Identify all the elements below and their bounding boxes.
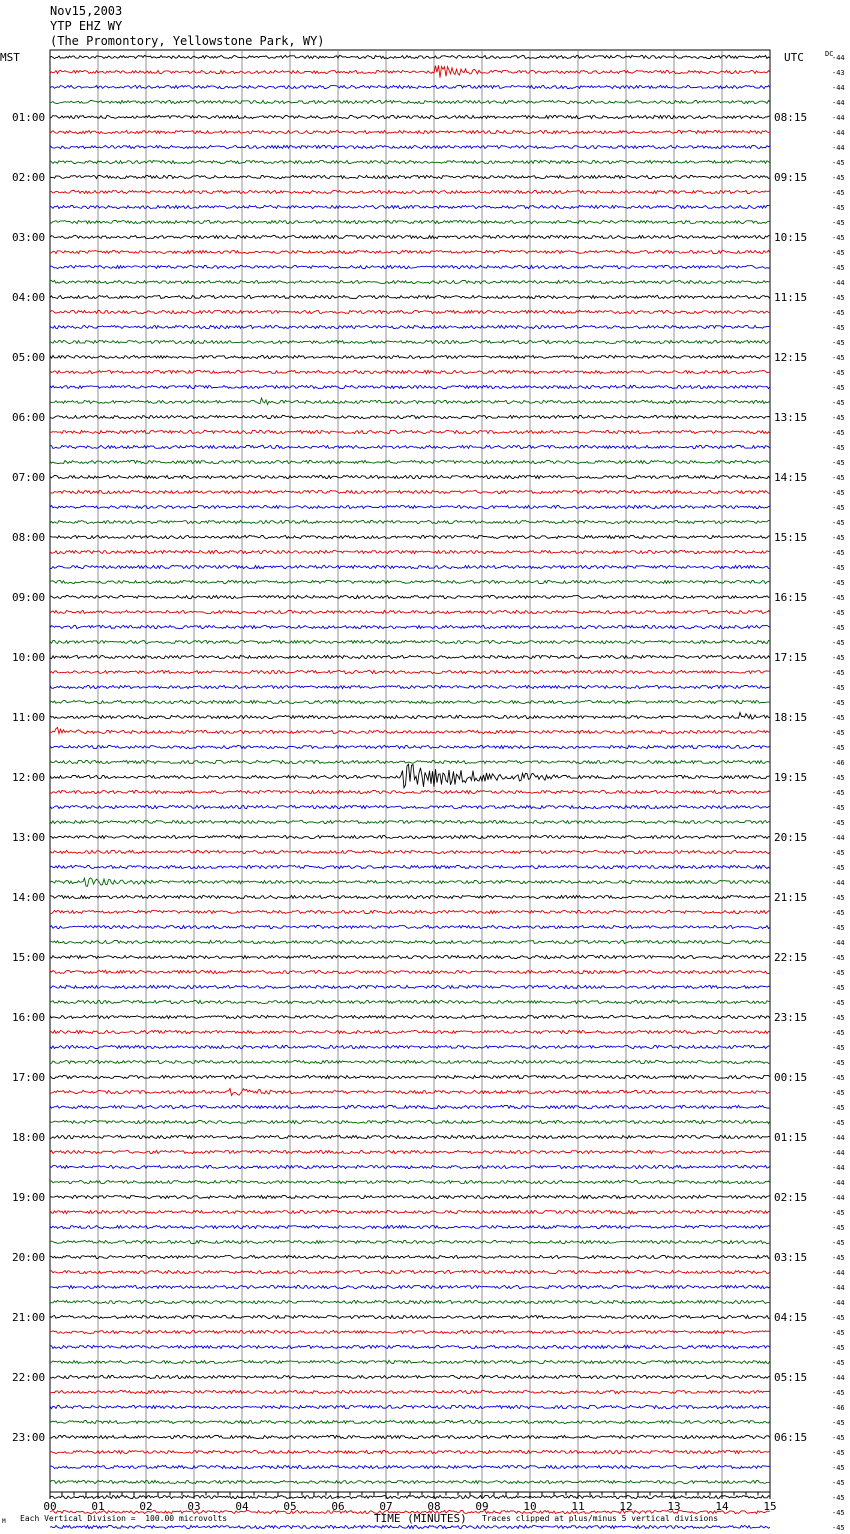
right-hour-label: 04:15 bbox=[774, 1311, 808, 1324]
dc-offset-label: -45 bbox=[832, 909, 845, 917]
trace-rows bbox=[50, 55, 770, 1534]
dc-offset-label: -45 bbox=[832, 534, 845, 542]
x-tick-label: 08 bbox=[427, 1500, 441, 1513]
trace-row bbox=[50, 1150, 770, 1153]
dc-offset-label: -45 bbox=[832, 744, 845, 752]
left-hour-label: 16:00 bbox=[12, 1011, 46, 1024]
dc-offset-label: -45 bbox=[832, 774, 845, 782]
dc-offset-label: -45 bbox=[832, 954, 845, 962]
trace-row bbox=[50, 1435, 770, 1438]
trace-row bbox=[50, 310, 770, 313]
x-tick-label: 15 bbox=[763, 1500, 777, 1513]
dc-offset-label: -45 bbox=[832, 369, 845, 377]
trace-row bbox=[50, 1285, 770, 1288]
dc-offset-label: -44 bbox=[832, 144, 845, 152]
dc-offset-label: -45 bbox=[832, 624, 845, 632]
dc-offset-label: -45 bbox=[832, 159, 845, 167]
dc-offset-label: -45 bbox=[832, 1344, 845, 1352]
trace-row bbox=[50, 1480, 770, 1483]
dc-offset-label: -45 bbox=[832, 264, 845, 272]
dc-offset-label: -45 bbox=[832, 1329, 845, 1337]
dc-offset-label: -45 bbox=[832, 1494, 845, 1502]
dc-offset-label: -45 bbox=[832, 669, 845, 677]
dc-offset-label: -45 bbox=[832, 504, 845, 512]
dc-offset-label: -45 bbox=[832, 579, 845, 587]
dc-offset-label: -45 bbox=[832, 474, 845, 482]
trace-row bbox=[50, 1405, 770, 1408]
dc-offset-label: -45 bbox=[832, 699, 845, 707]
dc-offset-label: -45 bbox=[832, 1314, 845, 1322]
dc-offset-label: -45 bbox=[832, 999, 845, 1007]
trace-row bbox=[50, 940, 770, 943]
dc-offset-label: -45 bbox=[832, 1044, 845, 1052]
dc-offset-label: -44 bbox=[832, 84, 845, 92]
x-tick-label: 06 bbox=[331, 1500, 345, 1513]
trace-row bbox=[50, 295, 770, 298]
trace-row bbox=[50, 1030, 770, 1033]
trace-row bbox=[50, 700, 770, 703]
dc-offset-label: -45 bbox=[832, 789, 845, 797]
trace-row bbox=[50, 1255, 770, 1258]
right-hour-label: 23:15 bbox=[774, 1011, 808, 1024]
dc-offset-label: -45 bbox=[832, 174, 845, 182]
right-timezone-label: UTC bbox=[784, 51, 804, 64]
right-hour-label: 19:15 bbox=[774, 771, 808, 784]
trace-row bbox=[50, 1045, 770, 1048]
trace-row bbox=[50, 1270, 770, 1273]
trace-row bbox=[50, 970, 770, 973]
dc-offset-label: -45 bbox=[832, 1389, 845, 1397]
left-hour-label: 01:00 bbox=[12, 111, 46, 124]
dc-offset-label: -44 bbox=[832, 939, 845, 947]
trace-row bbox=[50, 490, 770, 493]
trace-row bbox=[50, 1210, 770, 1213]
trace-row bbox=[50, 55, 770, 58]
header-date: Nov15,2003 bbox=[50, 4, 123, 18]
trace-row bbox=[50, 475, 770, 478]
trace-row bbox=[50, 760, 770, 763]
trace-row bbox=[50, 460, 770, 463]
x-tick-label: 12 bbox=[619, 1500, 633, 1513]
dc-offset-label: -45 bbox=[832, 384, 845, 392]
trace-row bbox=[50, 235, 770, 238]
trace-row bbox=[50, 1075, 770, 1078]
dc-offset-label: -44 bbox=[832, 114, 845, 122]
dc-offset-label: -43 bbox=[832, 69, 845, 77]
left-hour-label: 23:00 bbox=[12, 1431, 46, 1444]
right-hour-label: 00:15 bbox=[774, 1071, 808, 1084]
trace-row bbox=[50, 190, 770, 193]
x-tick-label: 02 bbox=[139, 1500, 153, 1513]
dc-offset-label: -45 bbox=[832, 1254, 845, 1262]
trace-row bbox=[50, 565, 770, 568]
right-hour-label: 10:15 bbox=[774, 231, 808, 244]
trace-row bbox=[50, 713, 770, 720]
right-hour-label: 14:15 bbox=[774, 471, 808, 484]
dc-offset-label: -45 bbox=[832, 1419, 845, 1427]
trace-row bbox=[50, 1360, 770, 1363]
dc-offset-label: -45 bbox=[832, 969, 845, 977]
dc-offset-label: -44 bbox=[832, 99, 845, 107]
dc-offset-label: -44 bbox=[832, 834, 845, 842]
trace-row bbox=[50, 1165, 770, 1168]
trace-row bbox=[50, 1390, 770, 1393]
trace-row bbox=[50, 340, 770, 343]
dc-offset-label: -44 bbox=[832, 54, 845, 62]
trace-row bbox=[50, 1465, 770, 1468]
trace-row bbox=[50, 1315, 770, 1318]
trace-row bbox=[50, 1015, 770, 1018]
left-hour-label: 22:00 bbox=[12, 1371, 46, 1384]
axis-labels bbox=[0, 50, 845, 1534]
right-hour-label: 09:15 bbox=[774, 171, 808, 184]
dc-offset-label: -45 bbox=[832, 1029, 845, 1037]
dc-offset-label: -45 bbox=[832, 1209, 845, 1217]
left-hour-label: 17:00 bbox=[12, 1071, 46, 1084]
trace-row bbox=[50, 865, 770, 868]
dc-offset-label: -45 bbox=[832, 924, 845, 932]
left-hour-label: 18:00 bbox=[12, 1131, 46, 1144]
dc-offset-label: -45 bbox=[832, 1239, 845, 1247]
trace-row bbox=[50, 790, 770, 793]
trace-row bbox=[50, 355, 770, 358]
dc-offset-label: -45 bbox=[832, 294, 845, 302]
trace-row bbox=[50, 130, 770, 133]
dc-offset-label: -44 bbox=[832, 1299, 845, 1307]
dc-offset-label: -45 bbox=[832, 444, 845, 452]
right-hour-label: 17:15 bbox=[774, 651, 808, 664]
dc-offset-label: -45 bbox=[832, 1479, 845, 1487]
trace-row bbox=[50, 1180, 770, 1183]
x-tick-label: 04 bbox=[235, 1500, 249, 1513]
dc-offset-label: -44 bbox=[832, 1374, 845, 1382]
x-tick-label: 11 bbox=[571, 1500, 585, 1513]
dc-offset-label: -45 bbox=[832, 219, 845, 227]
dc-offset-label: -45 bbox=[832, 309, 845, 317]
x-tick-label: 07 bbox=[379, 1500, 393, 1513]
left-hour-label: 14:00 bbox=[12, 891, 46, 904]
x-tick-label: 14 bbox=[715, 1500, 729, 1513]
trace-row bbox=[50, 850, 770, 853]
dc-offset-label: -44 bbox=[832, 1179, 845, 1187]
dc-offset-label: -45 bbox=[832, 519, 845, 527]
dc-offset-label: -45 bbox=[832, 714, 845, 722]
dc-offset-label: -45 bbox=[832, 1089, 845, 1097]
dc-offset-label: -44 bbox=[832, 1134, 845, 1142]
dc-offset-label: -44 bbox=[832, 879, 845, 887]
trace-row bbox=[50, 670, 770, 673]
left-hour-label: 09:00 bbox=[12, 591, 46, 604]
trace-row bbox=[50, 985, 770, 988]
dc-offset-label: -45 bbox=[832, 189, 845, 197]
dc-offset-label: -45 bbox=[832, 1014, 845, 1022]
trace-row bbox=[50, 1000, 770, 1003]
left-hour-label: 21:00 bbox=[12, 1311, 46, 1324]
dc-offset-label: -45 bbox=[832, 609, 845, 617]
trace-row bbox=[50, 1089, 770, 1096]
trace-row bbox=[50, 820, 770, 823]
dc-offset-label: -45 bbox=[832, 1449, 845, 1457]
left-hour-label: 13:00 bbox=[12, 831, 46, 844]
dc-offset-label: -45 bbox=[832, 1119, 845, 1127]
right-hour-label: 06:15 bbox=[774, 1431, 808, 1444]
scale-note: Each Vertical Division = 100.00 microvolts bbox=[20, 1514, 228, 1523]
left-hour-label: 08:00 bbox=[12, 531, 46, 544]
trace-row bbox=[50, 385, 770, 388]
left-timezone-label: MST bbox=[0, 51, 20, 64]
trace-row bbox=[50, 1375, 770, 1378]
right-hour-label: 21:15 bbox=[774, 891, 808, 904]
dc-offset-label: -44 bbox=[832, 1164, 845, 1172]
trace-row bbox=[50, 1495, 770, 1498]
trace-row bbox=[50, 175, 770, 178]
trace-row bbox=[50, 1195, 770, 1198]
trace-row bbox=[50, 370, 770, 373]
right-hour-label: 12:15 bbox=[774, 351, 808, 364]
trace-row bbox=[50, 745, 770, 748]
trace-row bbox=[50, 250, 770, 253]
trace-row bbox=[50, 415, 770, 418]
dc-offset-label: -45 bbox=[832, 1359, 845, 1367]
dc-offset-label: -45 bbox=[832, 324, 845, 332]
dc-offset-label: -45 bbox=[832, 339, 845, 347]
right-hour-label: 20:15 bbox=[774, 831, 808, 844]
trace-row bbox=[50, 764, 770, 788]
trace-row bbox=[50, 610, 770, 613]
trace-row bbox=[50, 910, 770, 913]
dc-label: DC bbox=[825, 50, 834, 58]
trace-row bbox=[50, 805, 770, 808]
trace-row bbox=[50, 205, 770, 208]
header-location: (The Promontory, Yellowstone Park, WY) bbox=[50, 34, 325, 48]
dc-offset-label: -45 bbox=[832, 429, 845, 437]
left-hour-label: 19:00 bbox=[12, 1191, 46, 1204]
dc-offset-label: -45 bbox=[832, 204, 845, 212]
trace-row bbox=[50, 655, 770, 658]
dc-offset-label: -44 bbox=[832, 1149, 845, 1157]
dc-offset-label: -45 bbox=[832, 1104, 845, 1112]
trace-row bbox=[50, 1345, 770, 1348]
dc-offset-label: -45 bbox=[832, 594, 845, 602]
right-hour-label: 01:15 bbox=[774, 1131, 808, 1144]
left-hour-label: 05:00 bbox=[12, 351, 46, 364]
dc-offset-label: -45 bbox=[832, 234, 845, 242]
left-hour-label: 20:00 bbox=[12, 1251, 46, 1264]
trace-row bbox=[50, 445, 770, 448]
dc-offset-label: -45 bbox=[832, 1074, 845, 1082]
header-station: YTP EHZ WY bbox=[50, 19, 123, 33]
trace-row bbox=[50, 520, 770, 523]
dc-offset-label: -44 bbox=[832, 1269, 845, 1277]
x-tick-label: 00 bbox=[43, 1500, 57, 1513]
x-tick-label: 05 bbox=[283, 1500, 297, 1513]
x-tick-label: 01 bbox=[91, 1500, 105, 1513]
dc-offset-label: -45 bbox=[832, 684, 845, 692]
x-tick-label: 13 bbox=[667, 1500, 681, 1513]
trace-row bbox=[50, 895, 770, 898]
right-hour-label: 02:15 bbox=[774, 1191, 808, 1204]
dc-offset-label: -45 bbox=[832, 804, 845, 812]
left-hour-label: 11:00 bbox=[12, 711, 46, 724]
trace-row bbox=[50, 1225, 770, 1228]
trace-row bbox=[50, 550, 770, 553]
trace-row bbox=[50, 325, 770, 328]
trace-row bbox=[50, 1300, 770, 1303]
dc-offset-label: -45 bbox=[832, 459, 845, 467]
right-hour-label: 16:15 bbox=[774, 591, 808, 604]
x-axis-title: TIME (MINUTES) bbox=[374, 1512, 467, 1525]
trace-row bbox=[50, 535, 770, 538]
right-hour-label: 11:15 bbox=[774, 291, 808, 304]
dc-offset-label: -45 bbox=[832, 1509, 845, 1517]
trace-row bbox=[50, 955, 770, 958]
left-hour-label: 04:00 bbox=[12, 291, 46, 304]
dc-offset-label: -45 bbox=[832, 1224, 845, 1232]
dc-offset-label: -45 bbox=[832, 864, 845, 872]
trace-row bbox=[50, 925, 770, 928]
right-hour-label: 03:15 bbox=[774, 1251, 808, 1264]
dc-offset-label: -45 bbox=[832, 984, 845, 992]
x-tick-label: 03 bbox=[187, 1500, 201, 1513]
dc-offset-label: -45 bbox=[832, 1464, 845, 1472]
dc-offset-label: -45 bbox=[832, 489, 845, 497]
trace-row bbox=[50, 1240, 770, 1243]
trace-row bbox=[50, 160, 770, 163]
left-hour-label: 12:00 bbox=[12, 771, 46, 784]
dc-offset-label: -45 bbox=[832, 1524, 845, 1532]
left-hour-label: 15:00 bbox=[12, 951, 46, 964]
dc-offset-label: -45 bbox=[832, 1059, 845, 1067]
left-hour-label: 03:00 bbox=[12, 231, 46, 244]
dc-offset-label: -45 bbox=[832, 564, 845, 572]
trace-row bbox=[50, 85, 770, 88]
trace-row bbox=[50, 685, 770, 688]
dc-offset-label: -45 bbox=[832, 1434, 845, 1442]
right-hour-label: 08:15 bbox=[774, 111, 808, 124]
trace-row bbox=[50, 595, 770, 598]
dc-offset-label: -45 bbox=[832, 249, 845, 257]
dc-offset-label: -45 bbox=[832, 849, 845, 857]
trace-row bbox=[50, 280, 770, 283]
x-tick-label: 09 bbox=[475, 1500, 489, 1513]
right-hour-label: 22:15 bbox=[774, 951, 808, 964]
dc-offset-label: -45 bbox=[832, 549, 845, 557]
dc-offset-label: -44 bbox=[832, 1284, 845, 1292]
left-hour-label: 02:00 bbox=[12, 171, 46, 184]
right-hour-label: 13:15 bbox=[774, 411, 808, 424]
right-hour-label: 18:15 bbox=[774, 711, 808, 724]
right-hour-label: 15:15 bbox=[774, 531, 808, 544]
trace-row bbox=[50, 625, 770, 628]
dc-offset-label: -45 bbox=[832, 354, 845, 362]
trace-row bbox=[50, 1450, 770, 1453]
trace-row bbox=[50, 878, 770, 886]
trace-row bbox=[50, 835, 770, 838]
trace-row bbox=[50, 220, 770, 223]
dc-offset-label: -44 bbox=[832, 1194, 845, 1202]
dc-offset-label: -45 bbox=[832, 729, 845, 737]
corner-mark: M bbox=[2, 1518, 6, 1525]
left-hour-label: 06:00 bbox=[12, 411, 46, 424]
trace-row bbox=[50, 100, 770, 103]
trace-row bbox=[50, 640, 770, 643]
dc-offset-label: -44 bbox=[832, 129, 845, 137]
x-tick-label: 10 bbox=[523, 1500, 537, 1513]
trace-row bbox=[50, 430, 770, 433]
clip-note: Traces clipped at plus/minus 5 vertical divisions bbox=[482, 1514, 719, 1523]
trace-row bbox=[50, 1120, 770, 1123]
trace-row bbox=[50, 1060, 770, 1063]
dc-offset-label: -45 bbox=[832, 414, 845, 422]
trace-row bbox=[50, 145, 770, 148]
dc-offset-label: -45 bbox=[832, 654, 845, 662]
dc-offset-label: -44 bbox=[832, 279, 845, 287]
trace-row bbox=[50, 65, 770, 77]
trace-row bbox=[50, 727, 770, 733]
trace-row bbox=[50, 1330, 770, 1333]
dc-offset-label: -46 bbox=[832, 1404, 845, 1412]
dc-offset-label: -45 bbox=[832, 639, 845, 647]
left-hour-label: 07:00 bbox=[12, 471, 46, 484]
trace-row bbox=[50, 1420, 770, 1423]
trace-row bbox=[50, 1135, 770, 1138]
dc-offset-label: -45 bbox=[832, 819, 845, 827]
dc-offset-label: -45 bbox=[832, 894, 845, 902]
trace-row bbox=[50, 580, 770, 583]
right-hour-label: 05:15 bbox=[774, 1371, 808, 1384]
trace-row bbox=[50, 1105, 770, 1108]
trace-row bbox=[50, 265, 770, 268]
dc-offset-label: -45 bbox=[832, 399, 845, 407]
left-hour-label: 10:00 bbox=[12, 651, 46, 664]
trace-row bbox=[50, 505, 770, 508]
dc-offset-label: -46 bbox=[832, 759, 845, 767]
trace-row bbox=[50, 115, 770, 118]
trace-row bbox=[50, 1525, 770, 1528]
trace-row bbox=[50, 398, 770, 405]
